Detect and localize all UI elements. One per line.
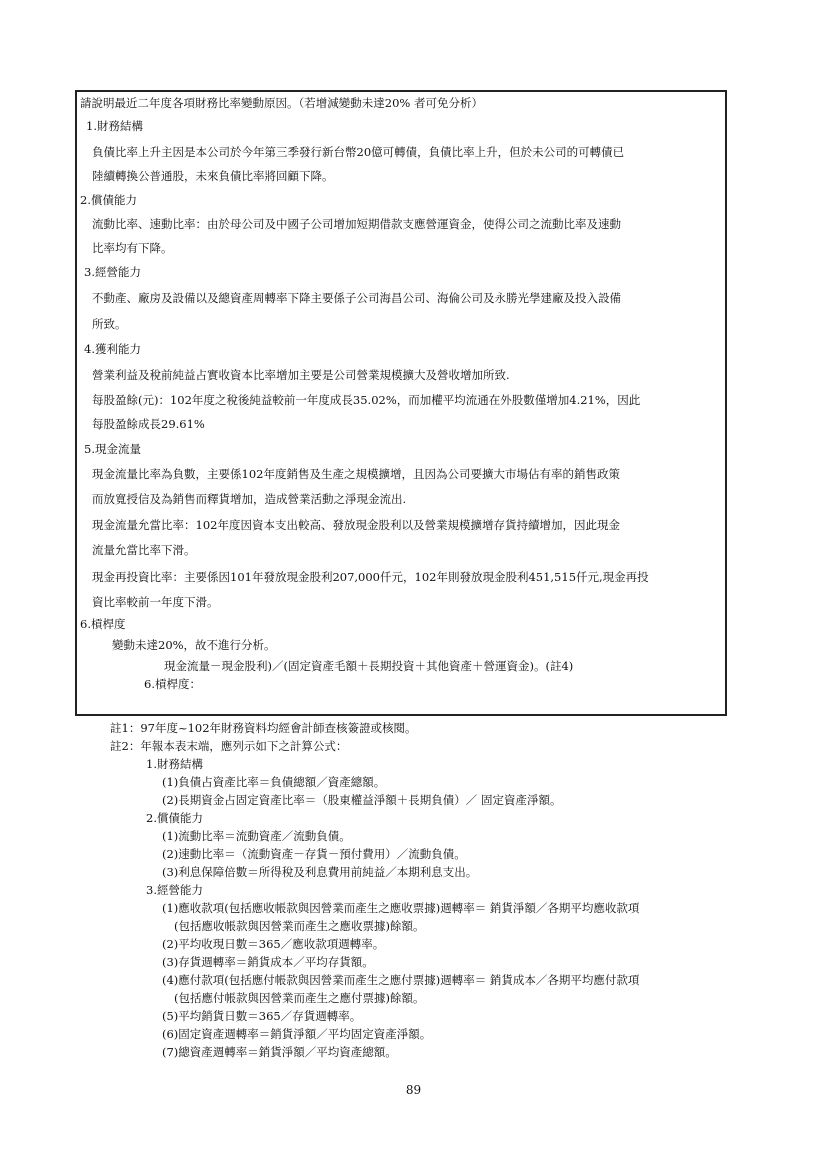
paragraph-line: 流動比率、速動比率：由於母公司及中國子公司增加短期借款支應營運資金，使得公司之流動比率及速動 bbox=[92, 217, 621, 231]
formula-group-title: 1.財務結構 bbox=[146, 757, 203, 771]
formula-item: (包括應收帳款與因營業而產生之應收票據)餘額。 bbox=[174, 919, 425, 933]
formula-item: (1)負債占資產比率＝負債總額／資產總額。 bbox=[162, 775, 386, 789]
section-title-leverage: 6.槓桿度 bbox=[80, 617, 126, 631]
section-title-financial-structure: 1.財務結構 bbox=[86, 119, 143, 133]
section-title-solvency: 2.償債能力 bbox=[80, 193, 137, 207]
formula-item: (7)總資產週轉率＝銷貨淨額／平均資產總額。 bbox=[162, 1045, 397, 1059]
formula-item: (4)應付款項(包括應付帳款與因營業而產生之應付票據)週轉率＝ 銷貨成本／各期平均應付款項 bbox=[162, 973, 640, 987]
paragraph-line: 所致。 bbox=[92, 317, 127, 331]
formula-item: (3)利息保障倍數＝所得稅及利息費用前純益／本期利息支出。 bbox=[162, 865, 478, 879]
paragraph-line: 現金流量－現金股利)／(固定資產毛額＋長期投資＋其他資產＋營運資金)。(註4) bbox=[164, 659, 574, 673]
paragraph-line: 陸續轉換公普通股，未來負債比率將回顧下降。 bbox=[92, 169, 334, 183]
section-title-operating-ability: 3.經營能力 bbox=[84, 265, 141, 279]
footnote-2: 註2：年報本表末端，應列示如下之計算公式： bbox=[110, 739, 348, 753]
formula-group-title: 2.償債能力 bbox=[146, 811, 203, 825]
page-number: 89 bbox=[405, 1083, 422, 1097]
paragraph-line: 流量允當比率下滑。 bbox=[92, 543, 196, 557]
formula-item: (6)固定資產週轉率＝銷貨淨額／平均固定資產淨額。 bbox=[162, 1027, 432, 1041]
paragraph-line: 負債比率上升主因是本公司於今年第三季發行新台幣20億可轉債，負債比率上升，但於未公司的可轉債已 bbox=[92, 145, 625, 159]
paragraph-line: 現金再投資比率：主要係因101年發放現金股利207,000仟元，102年則發放現金股利451,515仟元,現金再投 bbox=[92, 570, 649, 584]
formula-item: (2)速動比率＝（流動資產－存貨－預付費用）／流動負債。 bbox=[162, 847, 466, 861]
table-header: 請說明最近二年度各項財務比率變動原因。（若增減變動未達20% 者可免分析） bbox=[80, 96, 483, 110]
paragraph-line: 資比率較前一年度下滑。 bbox=[92, 595, 219, 609]
paragraph-line: 而放寬授信及為銷售而釋貨增加，造成營業活動之淨現金流出. bbox=[92, 492, 407, 506]
paragraph-line: 現金流量允當比率：102年度因資本支出較高、發放現金股利以及營業規模擴增存貨持續增加，因此現金 bbox=[92, 518, 620, 532]
section-title-cash-flow: 5.現金流量 bbox=[84, 442, 141, 456]
paragraph-line: 每股盈餘成長29.61% bbox=[92, 417, 205, 431]
paragraph-line: 比率均有下降。 bbox=[92, 241, 173, 255]
formula-item: (1)應收款項(包括應收帳款與因營業而產生之應收票據)週轉率＝ 銷貨淨額／各期平均應收款項 bbox=[162, 901, 640, 915]
footnote-1: 註1：97年度~102年財務資料均經會計師查核簽證或核閱。 bbox=[110, 721, 417, 735]
formula-item: (1)流動比率＝流動資產／流動負債。 bbox=[162, 829, 351, 843]
formula-item: (包括應付帳款與因營業而產生之應付票據)餘額。 bbox=[174, 991, 425, 1005]
formula-group-title: 3.經營能力 bbox=[146, 883, 203, 897]
paragraph-line: 6.槓桿度： bbox=[144, 677, 201, 691]
paragraph-line: 每股盈餘(元)：102年度之稅後純益較前一年度成長35.02%，而加權平均流通在外股數僅增加4.21%，因此 bbox=[92, 393, 641, 407]
formula-item: (2)長期資金占固定資產比率＝（股東權益淨額＋長期負債）／ 固定資產淨額。 bbox=[162, 793, 562, 807]
paragraph-line: 不動產、廠房及設備以及總資產周轉率下降主要係子公司海昌公司、海倫公司及永勝光學建廠及投入設備 bbox=[92, 291, 621, 305]
formula-item: (3)存貨週轉率＝銷貨成本／平均存貨額。 bbox=[162, 955, 374, 969]
paragraph-line: 現金流量比率為負數，主要係102年度銷售及生產之規模擴增，且因為公司要擴大市場佔有率的銷售政策 bbox=[92, 467, 620, 481]
paragraph-line: 營業利益及稅前純益占實收資本比率增加主要是公司營業規模擴大及營收增加所致. bbox=[92, 368, 510, 382]
paragraph-line: 變動未達20%，故不進行分析。 bbox=[112, 638, 276, 652]
formula-item: (5)平均銷貨日數＝365／存貨週轉率。 bbox=[162, 1009, 362, 1023]
section-title-profitability: 4.獲利能力 bbox=[84, 342, 141, 356]
formula-item: (2)平均收現日數＝365／應收款項週轉率。 bbox=[162, 937, 385, 951]
